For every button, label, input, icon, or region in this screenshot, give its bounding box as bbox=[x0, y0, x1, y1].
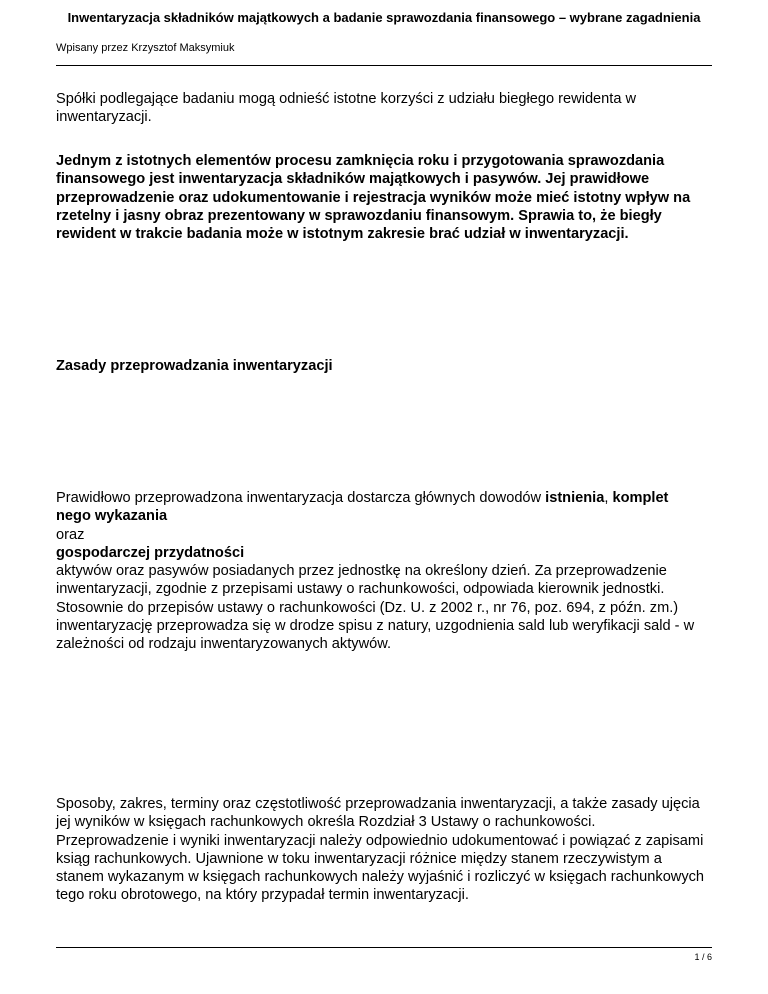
evidence-text-2: aktywów oraz pasywów posiadanych przez jednostkę na określony dzień. Za przeprowadzenie inwentaryzacji, zgodnie z przepisami ustawy o rachunkowości, odpowiada kierownik jednostki. Stosownie do przepisów ustawy o rachunkowości (Dz. U. z 2002 r., nr 76, poz. 694, z późn. zm.) inwentaryzację przeprowadza się w drodze spisu z natury, uzgodnienia sald lub weryfikacji sald - w zależności od rodzaju inwentaryzowanych aktywów. bbox=[56, 563, 695, 653]
evidence-term-completeness-part2: nego wykazania bbox=[56, 508, 168, 525]
document-header-title: Inwentaryzacja składników majątkowych a badanie sprawozdania finansowego – wybrane zagadnienia bbox=[67, 10, 701, 25]
evidence-text-1: Prawidłowo przeprowadzona inwentaryzacja dostarcza głównych dowodów bbox=[56, 490, 546, 506]
evidence-term-existence: istnienia bbox=[545, 490, 605, 506]
intro-paragraph: Spółki podlegające badaniu mogą odnieść istotne korzyści z udziału biegłego rewidenta w inwentaryzacji. bbox=[56, 91, 637, 126]
author-line: Wpisany przez Krzysztof Maksymiuk bbox=[56, 42, 235, 54]
evidence-paragraph bbox=[56, 489, 712, 654]
evidence-separator: , bbox=[604, 490, 613, 506]
evidence-term-usefulness: gospodarczej przydatności bbox=[56, 544, 245, 561]
evidence-conjunction: oraz bbox=[56, 526, 85, 543]
lead-paragraph: Jednym z istotnych elementów procesu zamknięcia roku i przygotowania sprawozdania finansowego jest inwentaryzacja składników majątkowych i pasywów. Jej prawidłowe przeprowadzenie oraz udokumentowanie i rejestracja wyników może mieć istotny wpływ na rzetelny i jasny obraz prezentowany w sprawozdaniu finansowym. Sprawia to, że biegły rewident w trakcie badania może w istotnym zakresie brać udział w inwentaryzacji. bbox=[56, 153, 691, 243]
page-number: 1 / 6 bbox=[694, 952, 712, 962]
section-heading: Zasady przeprowadzania inwentaryzacji bbox=[56, 358, 333, 374]
evidence-term-completeness-part1: komplet bbox=[612, 490, 669, 506]
methods-paragraph: Sposoby, zakres, terminy oraz częstotliwość przeprowadzania inwentaryzacji, a także zasady ujęcia jej wyników w księgach rachunkowych określa Rozdział 3 Ustawy o rachunkowości. Przeprowadzenie i wyniki inwentaryzacji należy odpowiednio udokumentować i powiązać z zapisami ksiąg rachunkowych. Ujawnione w toku inwentaryzacji różnice między stanem rzeczywistym a stanem wykazanym w księgach rachunkowych należy wyjaśnić i rozliczyć w księgach rachunkowych tego roku obrotowego, na który przypadał termin inwentaryzacji. bbox=[56, 796, 705, 904]
footer-divider bbox=[56, 947, 712, 948]
header-divider bbox=[56, 65, 712, 66]
